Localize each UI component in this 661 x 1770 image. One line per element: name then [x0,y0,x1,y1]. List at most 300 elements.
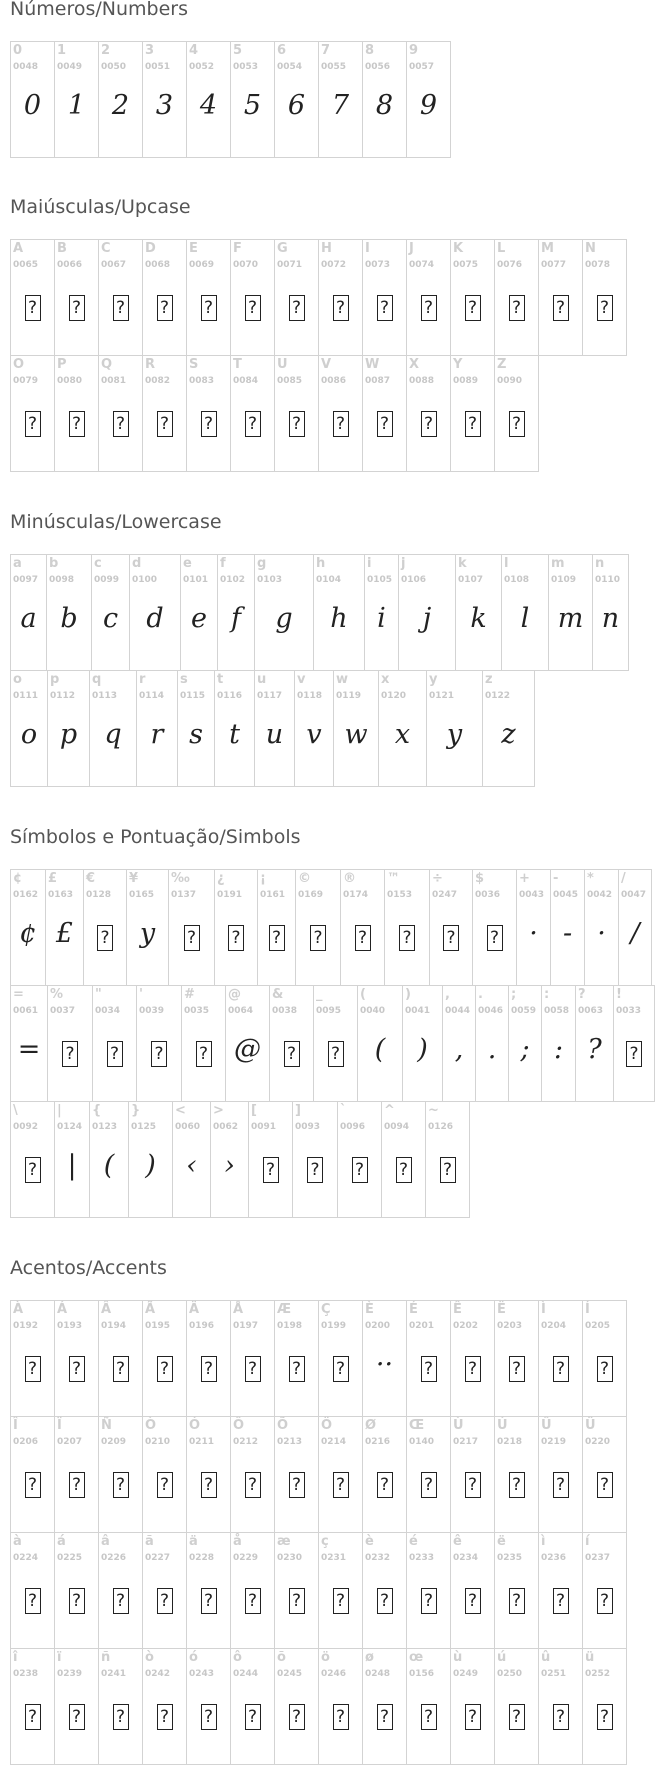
glyph-code-label: 0041 [405,1006,431,1016]
glyph-cell [292,1101,338,1218]
glyph-char-label: 3 [145,43,155,58]
glyph-char-label: ! [616,987,622,1002]
glyph-cell [98,1300,143,1417]
glyph-cell [582,1648,627,1765]
missing-glyph-icon: ? [245,1356,261,1382]
glyph-char-label: } [131,1103,141,1118]
glyph-cell [494,1648,539,1765]
missing-glyph-icon: ? [25,1157,41,1183]
glyph-cell [362,1416,407,1533]
glyph-code-label: 0063 [578,1006,604,1016]
glyph-cell [318,41,363,158]
missing-glyph-icon: ? [399,925,415,951]
glyph-row-accents-2 [10,1416,660,1533]
glyph-char-label: u [257,672,267,687]
glyph-cell [54,1101,90,1218]
glyph-cell [313,985,358,1102]
glyph-cell [142,1416,187,1533]
glyph-char-label: è [365,1534,374,1549]
glyph-code-label: 0209 [101,1437,127,1447]
glyph-cell [168,869,215,986]
glyph-char-label: Ã [145,1302,156,1317]
glyph-char-label: ù [453,1650,463,1665]
glyph-char-label: A [13,241,24,256]
glyph-code-label: 0232 [365,1553,391,1563]
glyph-code-label: 0249 [453,1669,479,1679]
glyph-code-label: 0119 [336,691,362,701]
glyph-cell [318,239,363,356]
glyph-cell [582,239,627,356]
glyph-char-label: Â [101,1302,112,1317]
glyph-sample: z [501,719,516,750]
glyph-cell [482,670,535,787]
glyph-code-label: 0207 [57,1437,83,1447]
glyph-row-symbols-1 [10,869,660,986]
glyph-cell [274,239,319,356]
glyph-code-label: 0087 [365,376,391,386]
glyph-code-label: 0086 [321,376,347,386]
glyph-cell [501,554,549,671]
glyph-char-label: ø [365,1650,374,1665]
glyph-code-label: 0165 [129,890,155,900]
missing-glyph-icon: ? [597,1704,613,1730]
missing-glyph-icon: ? [289,411,305,437]
glyph-char-label: / [621,871,626,886]
glyph-char-label: l [504,556,509,571]
missing-glyph-icon: ? [151,1041,167,1067]
glyph-code-label: 0094 [384,1122,410,1132]
glyph-cell [613,985,655,1102]
glyph-cell [494,1532,539,1649]
glyph-code-label: 0040 [360,1006,386,1016]
missing-glyph-icon: ? [465,295,481,321]
glyph-code-label: 0108 [504,575,530,585]
glyph-char-label: M [541,241,554,256]
glyph-cell [54,1416,99,1533]
glyph-code-label: 0118 [297,691,323,701]
glyph-cell [142,239,187,356]
glyph-sample: | [67,1150,77,1181]
glyph-char-label: t [217,672,224,687]
glyph-sample: i [377,603,386,634]
glyph-char-label: û [541,1650,551,1665]
glyph-code-label: 0066 [57,260,83,270]
glyph-cell [180,554,218,671]
glyph-code-label: 0246 [321,1669,347,1679]
glyph-cell [54,41,99,158]
glyph-cell [450,1648,495,1765]
missing-glyph-icon: ? [333,411,349,437]
glyph-char-label: q [92,672,102,687]
glyph-char-label: ò [145,1650,154,1665]
glyph-code-label: 0075 [453,260,479,270]
glyph-code-label: 0191 [217,890,243,900]
glyph-code-label: 0227 [145,1553,171,1563]
glyph-cell [582,1300,627,1417]
glyph-cell [318,1532,363,1649]
glyph-cell [494,1416,539,1533]
glyph-char-label: W [365,357,380,372]
glyph-char-label: n [595,556,605,571]
glyph-code-label: 0072 [321,260,347,270]
glyph-code-label: 0104 [316,575,342,585]
missing-glyph-icon: ? [25,411,41,437]
glyph-char-label: ÷ [432,871,443,886]
glyph-cell [362,355,407,472]
glyph-cell [10,1532,55,1649]
glyph-cell [128,1101,173,1218]
glyph-char-label: p [50,672,60,687]
glyph-cell [425,1101,470,1218]
glyph-char-label: w [336,672,349,687]
glyph-code-label: 0237 [585,1553,611,1563]
glyph-char-label: Q [101,357,113,372]
glyph-char-label: C [101,241,111,256]
glyph-char-label: ` [340,1103,347,1118]
glyph-sample: n [601,603,620,634]
glyph-char-label: g [257,556,267,571]
glyph-char-label: - [553,871,559,886]
glyph-char-label: À [13,1302,24,1317]
missing-glyph-icon: ? [377,1704,393,1730]
missing-glyph-icon: ? [201,1588,217,1614]
glyph-code-label: 0238 [13,1669,39,1679]
missing-glyph-icon: ? [377,295,393,321]
glyph-code-label: 0103 [257,575,283,585]
glyph-char-label: ¥ [129,871,139,886]
glyph-char-label: Ó [189,1418,201,1433]
glyph-code-label: 0198 [277,1321,303,1331]
glyph-code-label: 0071 [277,260,303,270]
glyph-char-label: E [189,241,198,256]
glyph-char-label: V [321,357,332,372]
glyph-cell [450,355,495,472]
missing-glyph-icon: ? [245,411,261,437]
glyph-cell [136,670,178,787]
glyph-char-label: Û [541,1418,552,1433]
missing-glyph-icon: ? [69,1588,85,1614]
missing-glyph-icon: ? [269,925,285,951]
glyph-cell [618,869,652,986]
glyph-cell [217,554,255,671]
glyph-code-label: 0079 [13,376,39,386]
glyph-cell [126,869,169,986]
missing-glyph-icon: ? [553,1356,569,1382]
glyph-code-label: 0046 [478,1006,504,1016]
glyph-code-label: 0122 [485,691,511,701]
glyph-cell [230,1416,275,1533]
glyph-code-label: 0052 [189,62,215,72]
missing-glyph-icon: ? [289,1472,305,1498]
glyph-code-label: 0120 [381,691,407,701]
missing-glyph-icon: ? [440,1157,456,1183]
glyph-code-label: 0082 [145,376,171,386]
glyph-code-label: 0073 [365,260,391,270]
glyph-code-label: 0213 [277,1437,303,1447]
missing-glyph-icon: ? [289,1704,305,1730]
glyph-cell [406,355,451,472]
glyph-code-label: 0095 [316,1006,342,1016]
glyph-code-label: 0083 [189,376,215,386]
glyph-cell [318,1300,363,1417]
glyph-char-label: H [321,241,332,256]
missing-glyph-icon: ? [355,925,371,951]
glyph-char-label: ï [57,1650,62,1665]
glyph-cell [541,985,576,1102]
glyph-char-label: Ø [365,1418,377,1433]
glyph-char-label: Ú [497,1418,508,1433]
glyph-char-label: ¡ [260,871,266,886]
glyph-cell [136,985,182,1102]
glyph-row-symbols-3 [10,1101,660,1218]
glyph-cell [472,869,517,986]
glyph-code-label: 0067 [101,260,127,270]
glyph-code-label: 0214 [321,1437,347,1447]
glyph-code-label: 0105 [367,575,393,585]
glyph-code-label: 0204 [541,1321,567,1331]
glyph-cell [129,554,181,671]
missing-glyph-icon: ? [377,411,393,437]
missing-glyph-icon: ? [201,1356,217,1382]
glyph-row-upcase-2 [10,355,660,472]
glyph-cell [406,1300,451,1417]
missing-glyph-icon: ? [553,1472,569,1498]
glyph-cell [274,1416,319,1533]
glyph-cell [47,985,93,1102]
glyph-char-label: á [57,1534,66,1549]
glyph-code-label: 0206 [13,1437,39,1447]
glyph-sample: c [102,603,119,634]
glyph-sample: p [59,719,78,750]
glyph-cell [230,1532,275,1649]
glyph-code-label: 0192 [13,1321,39,1331]
section-title-symbols: Símbolos e Pontuação/Simbols [10,826,301,848]
glyph-code-label: 0064 [228,1006,254,1016]
glyph-char-label: œ [409,1650,424,1665]
glyph-code-label: 0065 [13,260,39,270]
glyph-cell [364,554,399,671]
glyph-char-label: [ [251,1103,257,1118]
glyph-code-label: 0097 [13,575,39,585]
glyph-char-label: ) [405,987,411,1002]
glyph-sample: k [470,603,487,634]
missing-glyph-icon: ? [107,1041,123,1067]
glyph-sample: a [20,603,37,634]
glyph-sample: 7 [331,90,350,121]
glyph-code-label: 0080 [57,376,83,386]
glyph-char-label: ^ [384,1103,395,1118]
missing-glyph-icon: ? [284,1041,300,1067]
glyph-code-label: 0113 [92,691,118,701]
glyph-cell [46,554,92,671]
glyph-sample: £ [55,918,74,949]
glyph-code-label: 0218 [497,1437,523,1447]
glyph-sample: - [562,918,573,949]
glyph-row-accents-4 [10,1648,660,1765]
glyph-cell [340,869,385,986]
glyph-code-label: 0047 [621,890,647,900]
missing-glyph-icon: ? [465,1588,481,1614]
glyph-code-label: 0100 [132,575,158,585]
glyph-char-label: = [13,987,24,1002]
glyph-cell [406,41,451,158]
glyph-cell [10,869,46,986]
glyph-char-label: d [132,556,142,571]
glyph-cell [91,554,130,671]
missing-glyph-icon: ? [113,411,129,437]
glyph-cell [450,1416,495,1533]
glyph-cell [210,1101,249,1218]
glyph-cell [10,239,55,356]
glyph-char-label: ; [511,987,517,1002]
glyph-cell [45,869,84,986]
glyph-code-label: 0033 [616,1006,642,1016]
glyph-char-label: s [180,672,188,687]
glyph-code-label: 0099 [94,575,120,585]
glyph-char-label: ® [343,871,356,886]
section-title-numbers: Números/Numbers [10,0,188,20]
glyph-cell [592,554,629,671]
glyph-char-label: ™ [387,871,400,886]
glyph-char-label: ç [321,1534,329,1549]
glyph-char-label: { [92,1103,102,1118]
glyph-cell [186,1648,231,1765]
glyph-code-label: 0197 [233,1321,259,1331]
missing-glyph-icon: ? [333,295,349,321]
glyph-sample: v [306,719,322,750]
glyph-cell [177,670,215,787]
glyph-code-label: 0161 [260,890,286,900]
glyph-char-label: ~ [428,1103,439,1118]
glyph-char-label: , [445,987,450,1002]
glyph-code-label: 0242 [145,1669,171,1679]
glyph-char-label: * [587,871,594,886]
glyph-char-label: . [478,987,483,1002]
glyph-char-label: Î [13,1418,18,1433]
glyph-cell [230,1648,275,1765]
glyph-code-label: 0035 [184,1006,210,1016]
glyph-cell [248,1101,293,1218]
glyph-char-label: é [409,1534,418,1549]
glyph-sample: y [446,719,463,750]
glyph-code-label: 0084 [233,376,259,386]
glyph-char-label: < [175,1103,186,1118]
glyph-char-label: c [94,556,102,571]
glyph-cell [295,869,341,986]
missing-glyph-icon: ? [157,1704,173,1730]
missing-glyph-icon: ? [509,1704,525,1730]
glyph-cell [274,1648,319,1765]
glyph-cell [494,355,539,472]
glyph-cell [442,985,476,1102]
glyph-cell [230,1300,275,1417]
glyph-char-label: # [184,987,195,1002]
missing-glyph-icon: ? [157,1588,173,1614]
glyph-char-label: ô [233,1650,242,1665]
glyph-cell [550,869,585,986]
missing-glyph-icon: ? [196,1041,212,1067]
glyph-char-label: F [233,241,242,256]
glyph-cell [384,869,430,986]
glyph-code-label: 0062 [213,1122,239,1132]
glyph-cell [142,41,187,158]
glyph-code-label: 0081 [101,376,127,386]
glyph-cell [10,1300,55,1417]
glyph-cell [54,1300,99,1417]
glyph-code-label: 0116 [217,691,243,701]
glyph-sample: ·· [375,1349,394,1380]
glyph-cell [582,1416,627,1533]
missing-glyph-icon: ? [289,1588,305,1614]
missing-glyph-icon: ? [421,1356,437,1382]
glyph-char-label: ? [578,987,586,1002]
glyph-sample: 8 [375,90,394,121]
glyph-char-label: m [551,556,565,571]
missing-glyph-icon: ? [25,1704,41,1730]
glyph-code-label: 0126 [428,1122,454,1132]
glyph-cell [429,869,473,986]
missing-glyph-icon: ? [509,1588,525,1614]
section-title-upcase: Maiúsculas/Upcase [10,196,191,218]
glyph-code-label: 0078 [585,260,611,270]
glyph-cell [10,985,48,1102]
glyph-char-label: ' [139,987,143,1002]
glyph-sample: 4 [199,90,218,121]
glyph-char-label: e [183,556,192,571]
glyph-char-label: G [277,241,288,256]
glyph-code-label: 0231 [321,1553,347,1563]
glyph-cell [450,239,495,356]
glyph-sample: s [189,719,203,750]
glyph-char-label: Õ [277,1418,289,1433]
glyph-code-label: 0115 [180,691,206,701]
glyph-char-label: b [49,556,59,571]
glyph-cell [538,1648,583,1765]
glyph-cell [254,554,314,671]
glyph-sample: h [330,603,348,634]
glyph-cell [10,1648,55,1765]
glyph-char-label: L [497,241,506,256]
glyph-char-label: Ê [453,1302,462,1317]
glyph-sample: 0 [23,90,42,121]
glyph-cell [450,1532,495,1649]
glyph-code-label: 0106 [401,575,427,585]
glyph-code-label: 0068 [145,260,171,270]
glyph-sample: b [60,603,78,634]
glyph-code-label: 0162 [13,890,39,900]
glyph-char-label: È [365,1302,374,1317]
glyph-cell [494,1300,539,1417]
glyph-char-label: Ë [497,1302,506,1317]
glyph-char-label: 4 [189,43,199,58]
glyph-cell [362,1648,407,1765]
glyph-code-label: 0128 [86,890,112,900]
glyph-char-label: y [429,672,438,687]
glyph-char-label: \ [13,1103,18,1118]
glyph-char-label: B [57,241,67,256]
glyph-code-label: 0069 [189,260,215,270]
glyph-row-lowercase-1 [10,554,660,671]
glyph-char-label: v [297,672,306,687]
glyph-char-label: ü [585,1650,595,1665]
glyph-cell [333,670,379,787]
glyph-char-label: à [13,1534,22,1549]
glyph-sample: d [146,603,164,634]
glyph-code-label: 0235 [497,1553,523,1563]
glyph-sample: e [191,603,207,634]
glyph-cell [582,1532,627,1649]
missing-glyph-icon: ? [443,925,459,951]
